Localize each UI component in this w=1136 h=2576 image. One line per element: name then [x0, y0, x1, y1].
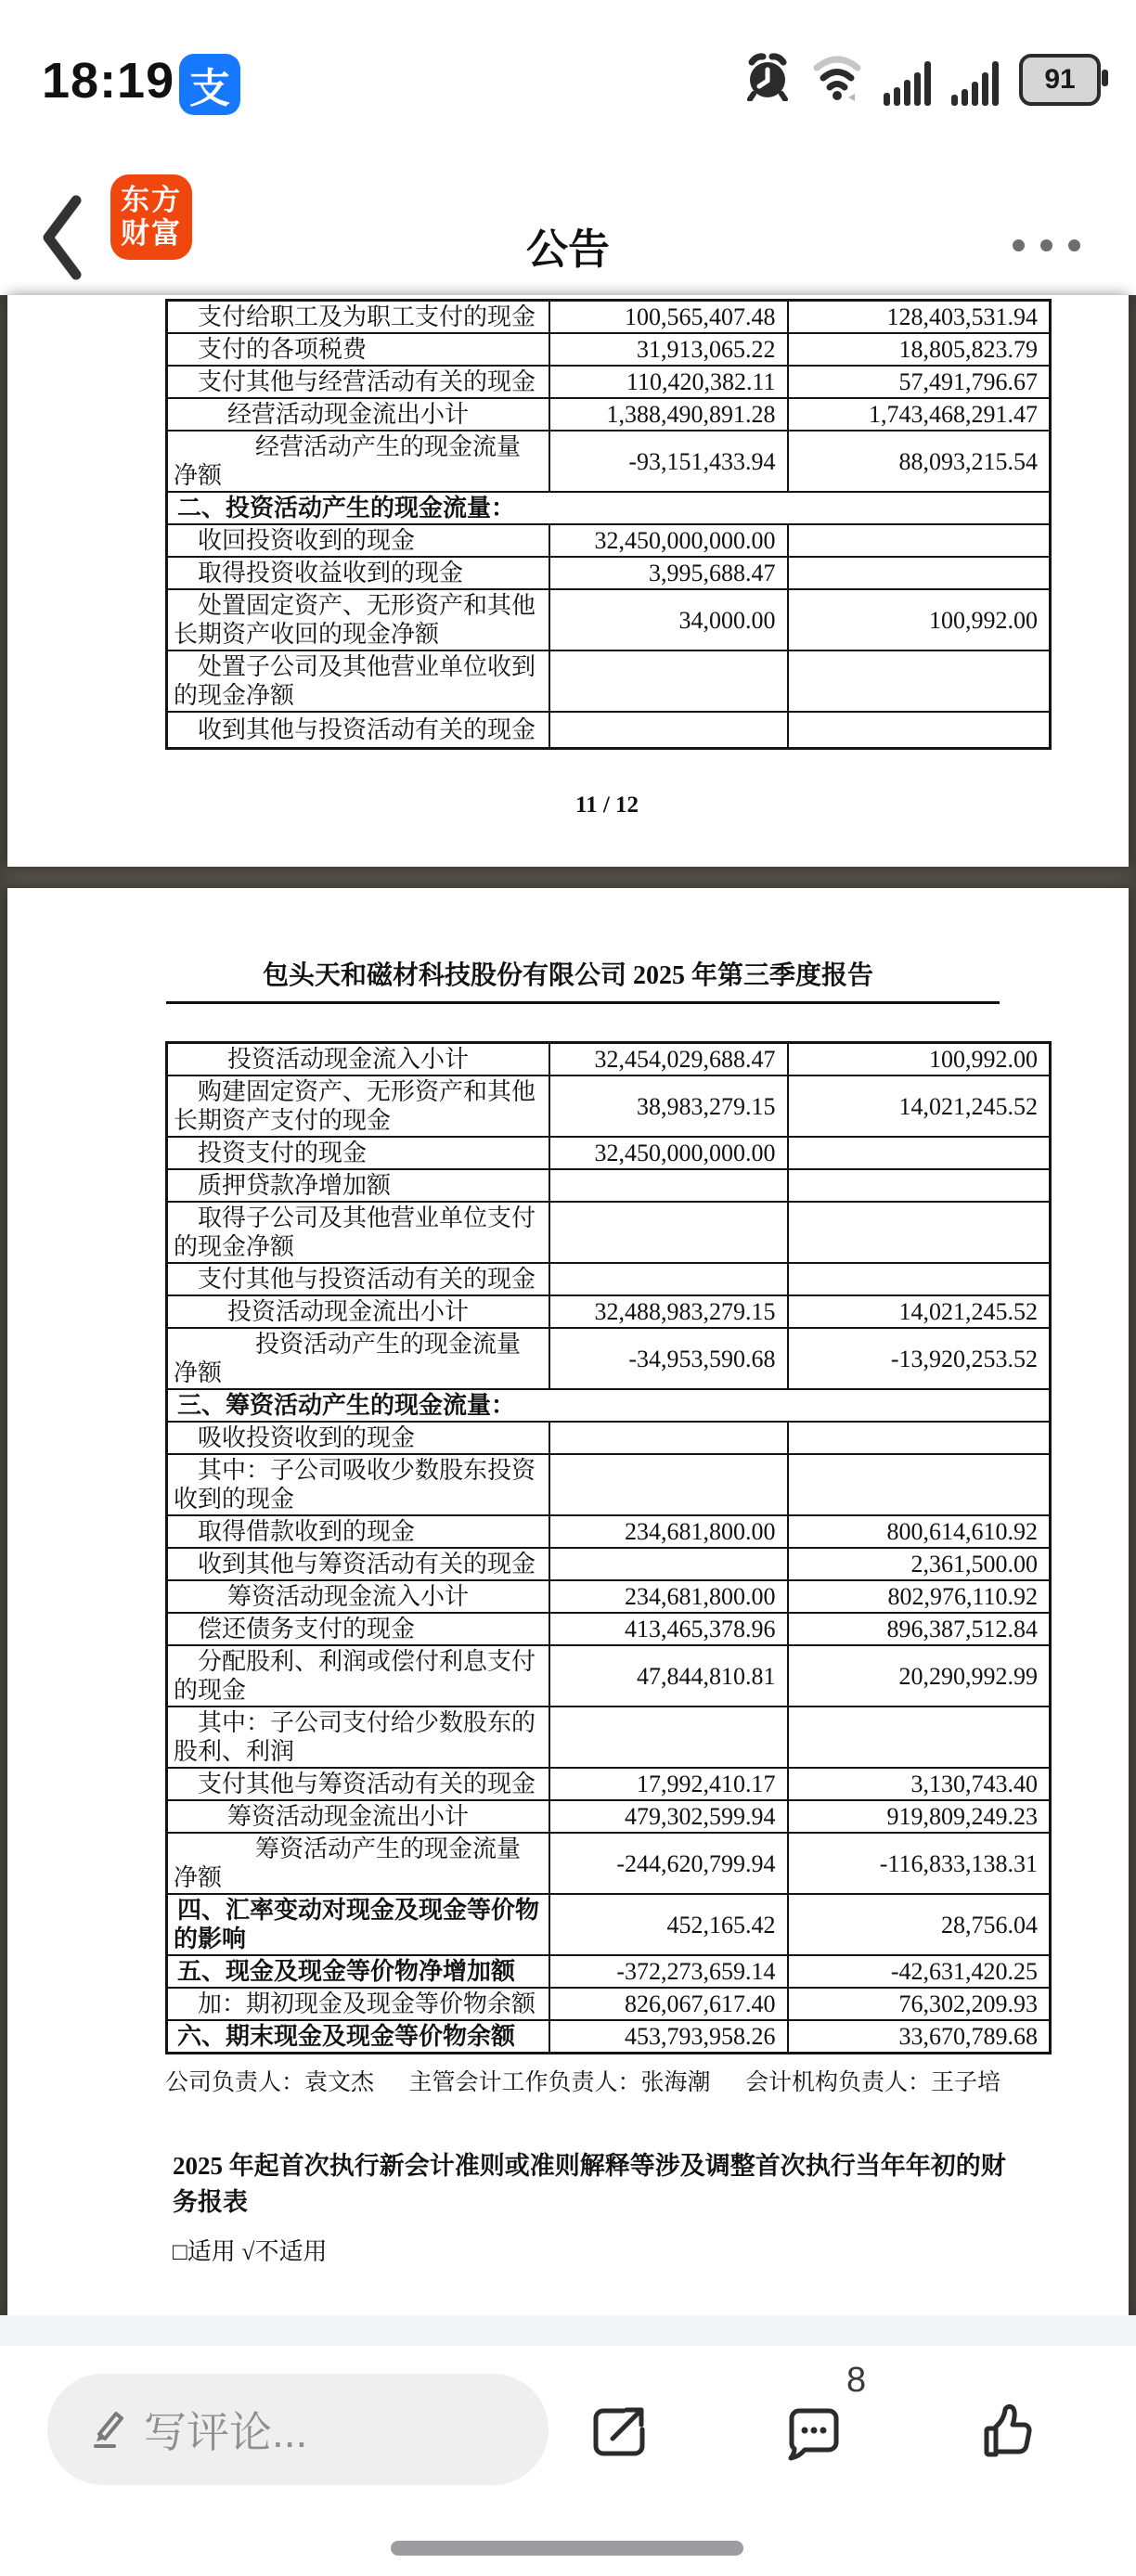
table-row [167, 1295, 1051, 1328]
current-period-value: 110,420,382.11 [549, 366, 788, 398]
row-label: 加：期初现金及现金等价物余额 [167, 1988, 549, 2020]
pdf-page-12 [7, 888, 1129, 2315]
table-row [167, 1580, 1051, 1613]
alarm-icon [744, 53, 791, 106]
prior-period-value: 28,756.04 [788, 1894, 1051, 1955]
current-period-value: 234,681,800.00 [549, 1580, 788, 1613]
prior-period-value: 100,992.00 [788, 1043, 1051, 1076]
row-label: 偿还债务支付的现金 [167, 1613, 549, 1645]
prior-period-value: 76,302,209.93 [788, 1988, 1051, 2020]
current-period-value: 31,913,065.22 [549, 333, 788, 366]
prior-period-value: 2,361,500.00 [788, 1548, 1051, 1580]
current-period-value [549, 1263, 788, 1295]
table-row [167, 1833, 1051, 1894]
current-period-value [549, 650, 788, 712]
table-row [167, 366, 1051, 398]
pdf-page-number: 11 / 12 [574, 792, 639, 818]
row-label: 支付的各项税费 [167, 333, 549, 366]
row-label: 处置固定资产、无形资产和其他长期资产收回的现金净额 [167, 589, 549, 650]
table-row [167, 1137, 1051, 1169]
prior-period-value [788, 1137, 1051, 1169]
table-row [167, 650, 1051, 712]
prior-period-value: 20,290,992.99 [788, 1645, 1051, 1707]
current-period-value: 47,844,810.81 [549, 1645, 788, 1707]
table-row [167, 1202, 1051, 1263]
row-label: 支付其他与经营活动有关的现金 [167, 366, 549, 398]
table-row [167, 1075, 1051, 1137]
current-period-value [549, 1169, 788, 1202]
row-label: 筹资活动现金流出小计 [167, 1800, 549, 1833]
current-period-value: 32,488,983,279.15 [549, 1295, 788, 1328]
battery-percent: 91 [1044, 64, 1076, 95]
current-period-value [549, 1548, 788, 1580]
home-indicator[interactable] [391, 2541, 743, 2556]
table-row [167, 1043, 1051, 1076]
table-row [167, 1422, 1051, 1454]
row-label: 投资活动现金流入小计 [167, 1043, 549, 1076]
prior-period-value [788, 1202, 1051, 1263]
comment-count-badge: 8 [846, 2361, 867, 2400]
row-label: 六、期末现金及现金等价物余额 [167, 2020, 549, 2054]
document-viewer[interactable] [0, 295, 1136, 2315]
prior-period-value [788, 557, 1051, 589]
current-period-value: 32,450,000,000.00 [549, 524, 788, 557]
nav-bar [0, 139, 1136, 295]
table-row [167, 1389, 1051, 1422]
prior-period-value: 100,992.00 [788, 589, 1051, 650]
prior-period-value: 802,976,110.92 [788, 1580, 1051, 1613]
prior-period-value: 18,805,823.79 [788, 333, 1051, 366]
more-menu-button[interactable] [1013, 239, 1080, 251]
note-heading: 2025 年起首次执行新会计准则或准则解释等涉及调整首次执行当年年初的财务报表 [173, 2152, 1006, 2216]
table-row [167, 1645, 1051, 1707]
table-row [167, 1613, 1051, 1645]
prior-period-value: 14,021,245.52 [788, 1075, 1051, 1137]
section-label: 三、筹资活动产生的现金流量： [167, 1389, 1051, 1422]
row-label: 分配股利、利润或偿付利息支付的现金 [167, 1645, 549, 1707]
table-row [167, 2020, 1051, 2054]
prior-period-value: 128,403,531.94 [788, 301, 1051, 334]
company-head: 公司负责人：袁文杰 [165, 2070, 375, 2095]
table-row [167, 1800, 1051, 1833]
row-label: 取得借款收到的现金 [167, 1515, 549, 1548]
row-label: 支付其他与投资活动有关的现金 [167, 1263, 549, 1295]
table-row [167, 301, 1051, 334]
prior-period-value: 33,670,789.68 [788, 2020, 1051, 2054]
comment-button[interactable] [781, 2400, 846, 2465]
share-button[interactable] [587, 2400, 652, 2465]
row-label: 支付其他与筹资活动有关的现金 [167, 1768, 549, 1800]
cash-flow-table-page1 [165, 299, 1052, 750]
table-row [167, 1263, 1051, 1295]
page-title: 公告 [525, 225, 610, 273]
current-period-value: -244,620,799.94 [549, 1833, 788, 1894]
table-row [167, 1515, 1051, 1548]
row-label: 五、现金及现金等价物净增加额 [167, 1955, 549, 1988]
alipay-notification-icon: 支 [179, 54, 240, 115]
row-label: 收到其他与筹资活动有关的现金 [167, 1548, 549, 1580]
current-period-value: 32,450,000,000.00 [549, 1137, 788, 1169]
accounting-head: 主管会计工作负责人：张海潮 [408, 2070, 711, 2095]
current-period-value: 453,793,958.26 [549, 2020, 788, 2054]
report-header: 包头天和磁材科技股份有限公司 2025 年第三季度报告 [262, 961, 873, 990]
row-label: 处置子公司及其他营业单位收到的现金净额 [167, 650, 549, 712]
comment-input[interactable] [47, 2374, 549, 2485]
table-row [167, 1894, 1051, 1955]
prior-period-value: -13,920,253.52 [788, 1328, 1051, 1389]
current-period-value: 479,302,599.94 [549, 1800, 788, 1833]
row-label: 收回投资收到的现金 [167, 524, 549, 557]
current-period-value: 413,465,378.96 [549, 1613, 788, 1645]
section-label: 二、投资活动产生的现金流量： [167, 492, 1051, 524]
row-label: 四、汇率变动对现金及现金等价物的影响 [167, 1894, 549, 1955]
prior-period-value: 800,614,610.92 [788, 1515, 1051, 1548]
current-period-value: 34,000.00 [549, 589, 788, 650]
signatories-line [165, 2064, 1000, 2097]
prior-period-value: 919,809,249.23 [788, 1800, 1051, 1833]
status-bar [0, 0, 1136, 139]
comment-placeholder: 写评论... [144, 2408, 308, 2456]
applicability-line: □适用 √不适用 [173, 2238, 328, 2265]
like-button[interactable] [977, 2400, 1042, 2465]
prior-period-value: 14,021,245.52 [788, 1295, 1051, 1328]
table-row [167, 431, 1051, 492]
cash-flow-table-page2 [165, 1041, 1052, 2054]
prior-period-value: 88,093,215.54 [788, 431, 1051, 492]
current-period-value: 826,067,617.40 [549, 1988, 788, 2020]
current-period-value: 100,565,407.48 [549, 301, 788, 334]
prior-period-value: -116,833,138.31 [788, 1833, 1051, 1894]
current-period-value: 234,681,800.00 [549, 1515, 788, 1548]
table-row [167, 557, 1051, 589]
prior-period-value: 57,491,796.67 [788, 366, 1051, 398]
bottom-toolbar [0, 2346, 1136, 2576]
prior-period-value: 1,743,468,291.47 [788, 398, 1051, 431]
current-period-value [549, 1202, 788, 1263]
row-label: 筹资活动现金流入小计 [167, 1580, 549, 1613]
cellular-signal-icon-2 [951, 61, 999, 106]
row-label: 筹资活动产生的现金流量净额 [167, 1833, 549, 1894]
accounting-org-head: 会计机构负责人：王子培 [744, 2070, 1000, 2095]
row-label: 购建固定资产、无形资产和其他长期资产支付的现金 [167, 1075, 549, 1137]
row-label: 投资支付的现金 [167, 1137, 549, 1169]
battery-icon [1019, 54, 1101, 106]
table-row [167, 1707, 1051, 1768]
prior-period-value [788, 1169, 1051, 1202]
logo-line1: 东方 [121, 184, 182, 216]
table-row [167, 524, 1051, 557]
current-period-value: -93,151,433.94 [549, 431, 788, 492]
table-row [167, 398, 1051, 431]
logo-line2: 财富 [121, 217, 182, 250]
clock-time: 18:19 [42, 53, 175, 109]
current-period-value: -372,273,659.14 [549, 1955, 788, 1988]
row-label: 投资活动产生的现金流量净额 [167, 1328, 549, 1389]
prior-period-value [788, 1707, 1051, 1768]
table-row [167, 1169, 1051, 1202]
row-label: 经营活动产生的现金流量净额 [167, 431, 549, 492]
current-period-value: 32,454,029,688.47 [549, 1043, 788, 1076]
row-label: 其中：子公司吸收少数股东投资收到的现金 [167, 1454, 549, 1515]
table-row [167, 1548, 1051, 1580]
table-row [167, 1955, 1051, 1988]
prior-period-value [788, 524, 1051, 557]
prior-period-value: 896,387,512.84 [788, 1613, 1051, 1645]
prior-period-value [788, 1263, 1051, 1295]
table-row [167, 1454, 1051, 1515]
table-row [167, 492, 1051, 524]
current-period-value: -34,953,590.68 [549, 1328, 788, 1389]
pdf-page-11 [7, 295, 1129, 867]
prior-period-value [788, 712, 1051, 748]
table-row [167, 1768, 1051, 1800]
row-label: 吸收投资收到的现金 [167, 1422, 549, 1454]
table-row [167, 1328, 1051, 1389]
table-row [167, 589, 1051, 650]
row-label: 经营活动现金流出小计 [167, 398, 549, 431]
current-period-value: 1,388,490,891.28 [549, 398, 788, 431]
table-row [167, 333, 1051, 366]
row-label: 取得子公司及其他营业单位支付的现金净额 [167, 1202, 549, 1263]
table-row [167, 1988, 1051, 2020]
header-rule [166, 1001, 1000, 1004]
current-period-value [549, 1454, 788, 1515]
row-label: 取得投资收益收到的现金 [167, 557, 549, 589]
prior-period-value [788, 1454, 1051, 1515]
table-row [167, 712, 1051, 748]
row-label: 收到其他与投资活动有关的现金 [167, 712, 549, 748]
current-period-value [549, 1422, 788, 1454]
prior-period-value: -42,631,420.25 [788, 1955, 1051, 1988]
current-period-value: 38,983,279.15 [549, 1075, 788, 1137]
wifi-icon [811, 53, 863, 106]
status-icons [744, 58, 1101, 106]
pencil-icon [86, 2406, 129, 2454]
row-label: 质押贷款净增加额 [167, 1169, 549, 1202]
toolbar-separator [0, 2315, 1136, 2347]
current-period-value [549, 712, 788, 748]
current-period-value: 17,992,410.17 [549, 1768, 788, 1800]
row-label: 其中：子公司支付给少数股东的股利、利润 [167, 1707, 549, 1768]
prior-period-value [788, 650, 1051, 712]
prior-period-value: 3,130,743.40 [788, 1768, 1051, 1800]
prior-period-value [788, 1422, 1051, 1454]
row-label: 投资活动现金流出小计 [167, 1295, 549, 1328]
current-period-value: 3,995,688.47 [549, 557, 788, 589]
current-period-value [549, 1707, 788, 1768]
current-period-value: 452,165.42 [549, 1894, 788, 1955]
cellular-signal-icon-1 [884, 61, 931, 106]
row-label: 支付给职工及为职工支付的现金 [167, 301, 549, 334]
